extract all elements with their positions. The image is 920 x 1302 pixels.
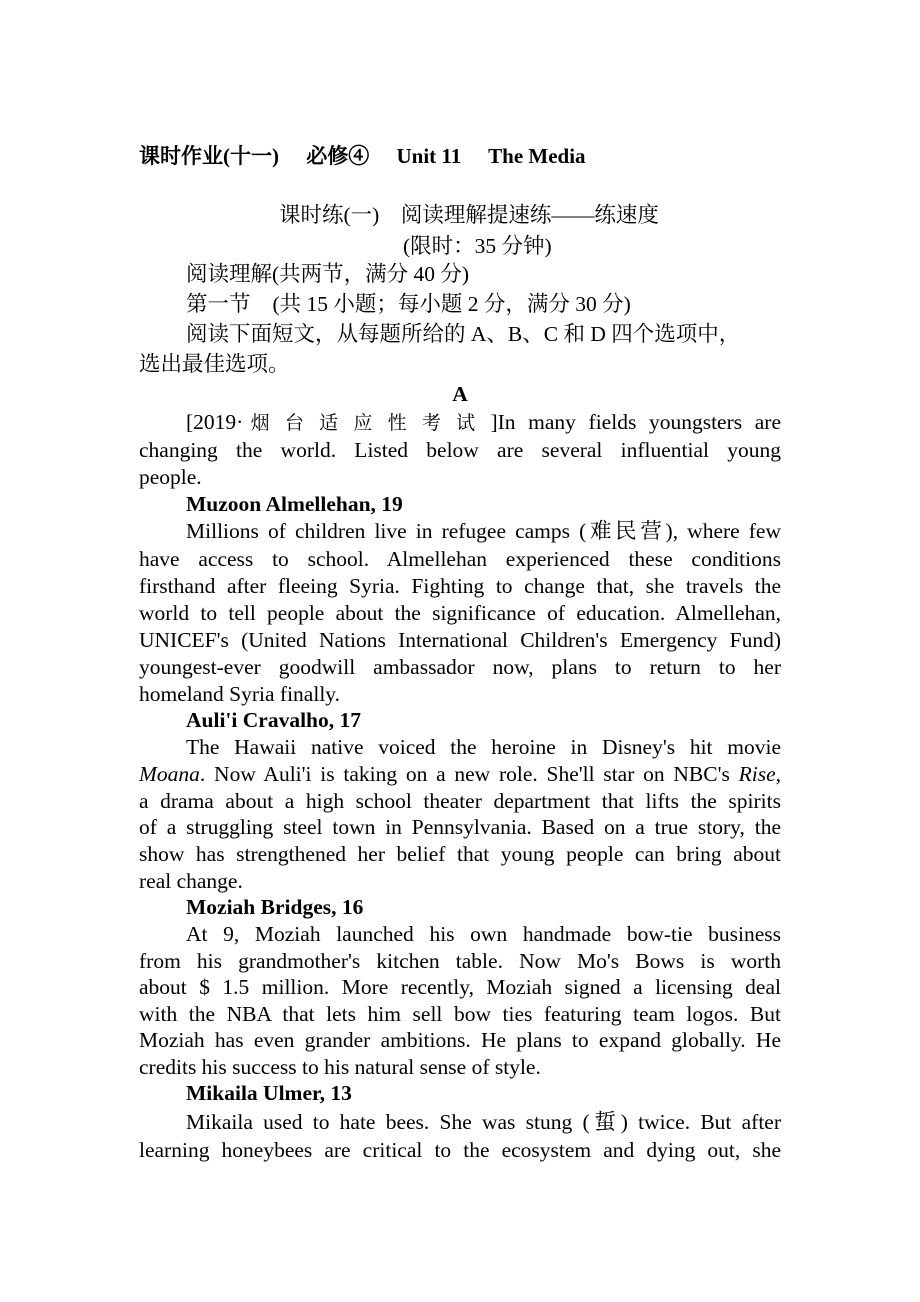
passage-intro-line: changing the world. Listed below are several influential young: [139, 438, 781, 462]
profile-name: Moziah Bridges, 16: [186, 895, 364, 919]
profile-line: show has strengthened her belief that young people can bring about: [139, 842, 781, 866]
profile-line: Millions of children live in refugee camps (难民营), where few: [186, 519, 781, 543]
profile-line: have access to school. Almellehan experienced these conditions: [139, 547, 781, 571]
profile-line: world to tell people about the significance of education. Almellehan,: [139, 601, 781, 625]
passage-intro-line: people.: [139, 465, 202, 489]
intro-text: ]In many fields youngsters are: [490, 410, 781, 434]
passage-intro-line: [186, 409, 781, 437]
profile-line: from his grandmother's kitchen table. Now Mo's Bows is worth: [139, 949, 781, 973]
profile-line: UNICEF's (United Nations International Children's Emergency Fund): [139, 628, 781, 652]
profile-line: credits his success to his natural sense of style.: [139, 1055, 541, 1079]
profile-line: real change.: [139, 869, 243, 893]
source-prefix: [2019·: [186, 410, 244, 434]
part-heading-detail: (共 15 小题；每小题 2 分，满分 30 分): [272, 292, 631, 316]
profile-line: The Hawaii native voiced the heroine in Disney's hit movie: [186, 735, 781, 759]
profile-line: youngest-ever goodwill ambassador now, plans to return to her: [139, 655, 781, 679]
profile-line: learning honeybees are critical to the ecosystem and dying out, she: [139, 1138, 781, 1162]
page-title: [139, 143, 781, 170]
profile-line: firsthand after fleeing Syria. Fighting to change that, she travels the: [139, 574, 781, 598]
profile-line: At 9, Moziah launched his own handmade bow-tie business: [186, 922, 781, 946]
part-heading-label: 第一节: [186, 292, 251, 316]
profile-line: with the NBA that lets him sell bow ties featuring team logos. But: [139, 1002, 781, 1026]
profile-line: a drama about a high school theater department that lifts the spirits: [139, 789, 781, 813]
profile-line: about $ 1.5 million. More recently, Moziah signed a licensing deal: [139, 975, 781, 999]
profile-name: Mikaila Ulmer, 13: [186, 1081, 352, 1105]
title-topic: The Media: [488, 144, 586, 168]
movie-title: Moana: [139, 762, 200, 786]
section-heading: 阅读理解(共两节，满分 40 分): [186, 262, 470, 286]
title-homework: 课时作业(十一): [139, 144, 279, 168]
part-heading: [186, 291, 781, 318]
direction-line: 阅读下面短文，从每题所给的 A、B、C 和 D 四个选项中，: [186, 322, 741, 346]
show-title: Rise,: [738, 762, 781, 786]
profile-line: of a struggling steel town in Pennsylvania. Based on a true story, the: [139, 815, 781, 839]
profile-line: homeland Syria finally.: [139, 682, 341, 706]
time-limit: (限时：35 分钟): [403, 234, 552, 258]
profile-line: Mikaila used to hate bees. She was stung (蜇) twice. But after: [186, 1110, 781, 1134]
profile-line: [139, 761, 781, 788]
profile-text: . Now Auli'i is taking on a new role. She'll star on NBC's: [199, 762, 739, 786]
profile-line: Moziah has even grander ambitions. He plans to expand globally. He: [139, 1028, 781, 1052]
profile-name: Muzoon Almellehan, 19: [186, 492, 403, 516]
title-unit: Unit 11: [396, 144, 462, 168]
passage-letter: A: [452, 382, 468, 406]
profile-name: Auli'i Cravalho, 17: [186, 708, 362, 732]
title-module: 必修④: [306, 144, 370, 168]
source-exam: 烟台适应性考试: [243, 413, 491, 434]
direction-line: 选出最佳选项。: [139, 352, 290, 376]
subtitle: 课时练(一) 阅读理解提速练——练速度: [279, 203, 659, 227]
